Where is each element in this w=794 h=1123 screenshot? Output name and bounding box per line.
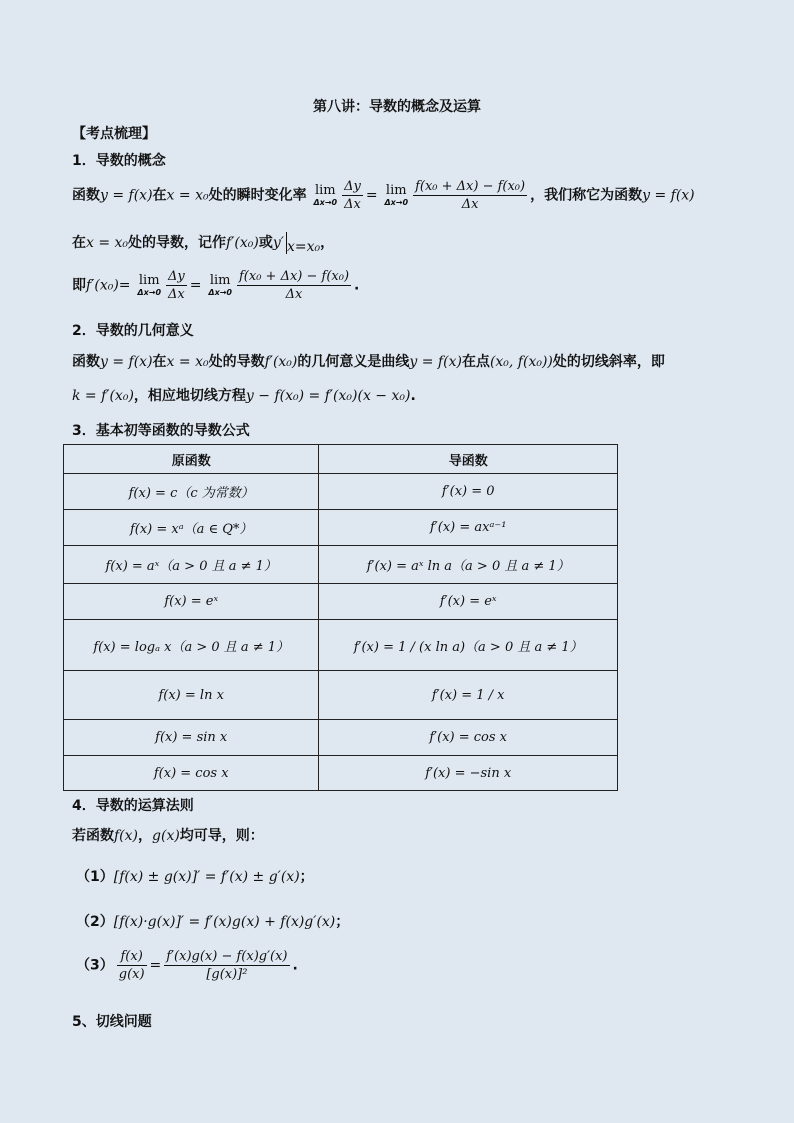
fraction: $\frac{f(x)}{g(x)}$ [118,949,145,982]
text: 若函数 [72,828,114,844]
cell-original: f(x) = xᵃ（a ∈ Q*） [64,510,319,546]
s1-line2 [72,232,334,255]
fraction: $\frac{\Delta y}{\Delta x}$ [344,179,361,212]
equals: = [365,187,378,204]
rule-2 [76,911,349,931]
formula: [f(x) ± g(x)]′ = f′(x) ± g′(x) [113,869,300,885]
formula: f(x) [114,828,139,844]
formula: y = f(x) [409,354,462,370]
table-row [64,720,618,756]
formula-sub: x=x₀ [286,238,321,255]
s2-line1 [72,351,665,371]
formula: y′ [272,235,284,251]
text: ； [335,914,350,930]
cell-original: f(x) = logₐ x（a > 0 且 a ≠ 1） [64,620,319,671]
text: . [354,277,360,294]
text: 在 [152,354,167,370]
text: ； [299,869,314,885]
fraction: $\frac{\text{f(x₀ + Δx) − f(x₀)}}{\Delta x}$ [415,179,526,212]
text: 函数 [72,187,100,204]
formula: f′(x₀) [226,235,259,251]
text: ，相应地切线方程 [133,388,246,404]
rule-label: （1） [76,869,114,885]
text: 处的导数 [208,354,265,370]
text: 处的导数，记作 [128,235,227,251]
formula: y = f(x) [100,187,153,204]
text: 的几何意义是曲线 [297,354,410,370]
cell-original: f(x) = eˣ [64,584,319,620]
table-row [64,510,618,546]
table-row [64,671,618,720]
col-derivative: 导函数 [319,445,618,474]
fraction: $\frac{\text{f(x₀ + Δx) − f(x₀)}}{\Delta x}$ [239,269,350,302]
text: . [410,388,416,404]
derivative-table [63,444,618,791]
cell-original: f(x) = cos x [64,756,319,791]
cell-original: f(x) = c（c 为常数） [64,474,319,510]
limit-op: lim Δx→0 [384,183,409,207]
s3-heading: 3．基本初等函数的导数公式 [72,423,250,439]
formula: f′(x₀) [264,354,298,370]
formula: f′(x₀) [86,277,119,294]
s1-heading: 1．导数的概念 [72,153,166,169]
formula: x = x₀ [166,187,209,204]
cell-derivative: f′(x) = axᵃ⁻¹ [319,510,618,546]
cell-derivative: f′(x) = cos x [319,720,618,756]
cell-original: f(x) = sin x [64,720,319,756]
text: 函数 [72,354,100,370]
text: 处的切线斜率，即 [552,354,665,370]
table-row [64,584,618,620]
table-row [64,620,618,671]
cell-derivative: f′(x) = 0 [319,474,618,510]
fraction: $\frac{f'(x)g(x) - f(x)g'(x)}{\text{[g(x)]²}}$ [166,949,288,982]
table-row [64,756,618,791]
formula: [f(x)·g(x)]′ = f′(x)g(x) + f(x)g′(x) [113,914,336,930]
rule-1 [76,866,314,886]
fraction: $\frac{\Delta y}{\Delta x}$ [168,269,185,302]
rule-label: （3） [76,957,114,974]
cell-derivative: f′(x) = aˣ ln a（a > 0 且 a ≠ 1） [319,546,618,584]
table-row [64,546,618,584]
s2-heading: 2．导数的几何意义 [72,323,194,339]
formula: (x₀, f(x₀)) [489,354,553,370]
text: 在 [72,235,86,251]
s5-heading: 5、切线问题 [72,1014,152,1030]
cell-derivative: f′(x) = −sin x [319,756,618,791]
s4-intro [72,825,264,845]
text: ，我们称它为函数 [530,187,643,204]
cell-derivative: f′(x) = 1 / x [319,671,618,720]
formula: g(x) [152,828,180,844]
text: ， [138,828,153,844]
s4-heading: 4．导数的运算法则 [72,798,194,814]
text: 处的瞬时变化率 [208,187,307,204]
formula: x = x₀ [166,354,209,370]
table-row [64,474,618,510]
limit-op: lim Δx→0 [137,273,162,297]
formula: k = f′(x₀) [72,388,134,404]
formula: y − f(x₀) = f′(x₀)(x − x₀) [245,388,411,404]
limit-op: lim Δx→0 [208,273,232,297]
col-original: 原函数 [64,445,319,474]
s2-line2 [72,385,416,405]
section-header: 【考点梳理】 [72,126,156,142]
text: 或 [258,235,273,251]
text: . [292,957,298,974]
s1-line1 [72,178,695,213]
text: 即 [72,277,86,294]
text: 均可导，则： [179,828,264,844]
text: 在 [152,187,167,204]
cell-derivative: f′(x) = eˣ [319,584,618,620]
page-title: 第八讲：导数的概念及运算 [313,99,481,115]
table-header-row [64,445,618,474]
equals: = [149,957,162,974]
text: ， [320,235,335,251]
cell-derivative: f′(x) = 1 / (x ln a)（a > 0 且 a ≠ 1） [319,620,618,671]
limit-op: lim Δx→0 [313,183,338,207]
formula: x = x₀ [86,235,129,251]
cell-original: f(x) = ln x [64,671,319,720]
text: 在点 [461,354,490,370]
rule-3 [76,948,298,983]
s1-line3 [72,268,359,303]
formula: y = f(x) [642,187,695,204]
equals: = [118,277,131,294]
formula: y = f(x) [100,354,153,370]
equals: = [189,277,202,294]
rule-label: （2） [76,914,114,930]
cell-original: f(x) = aˣ（a > 0 且 a ≠ 1） [64,546,319,584]
